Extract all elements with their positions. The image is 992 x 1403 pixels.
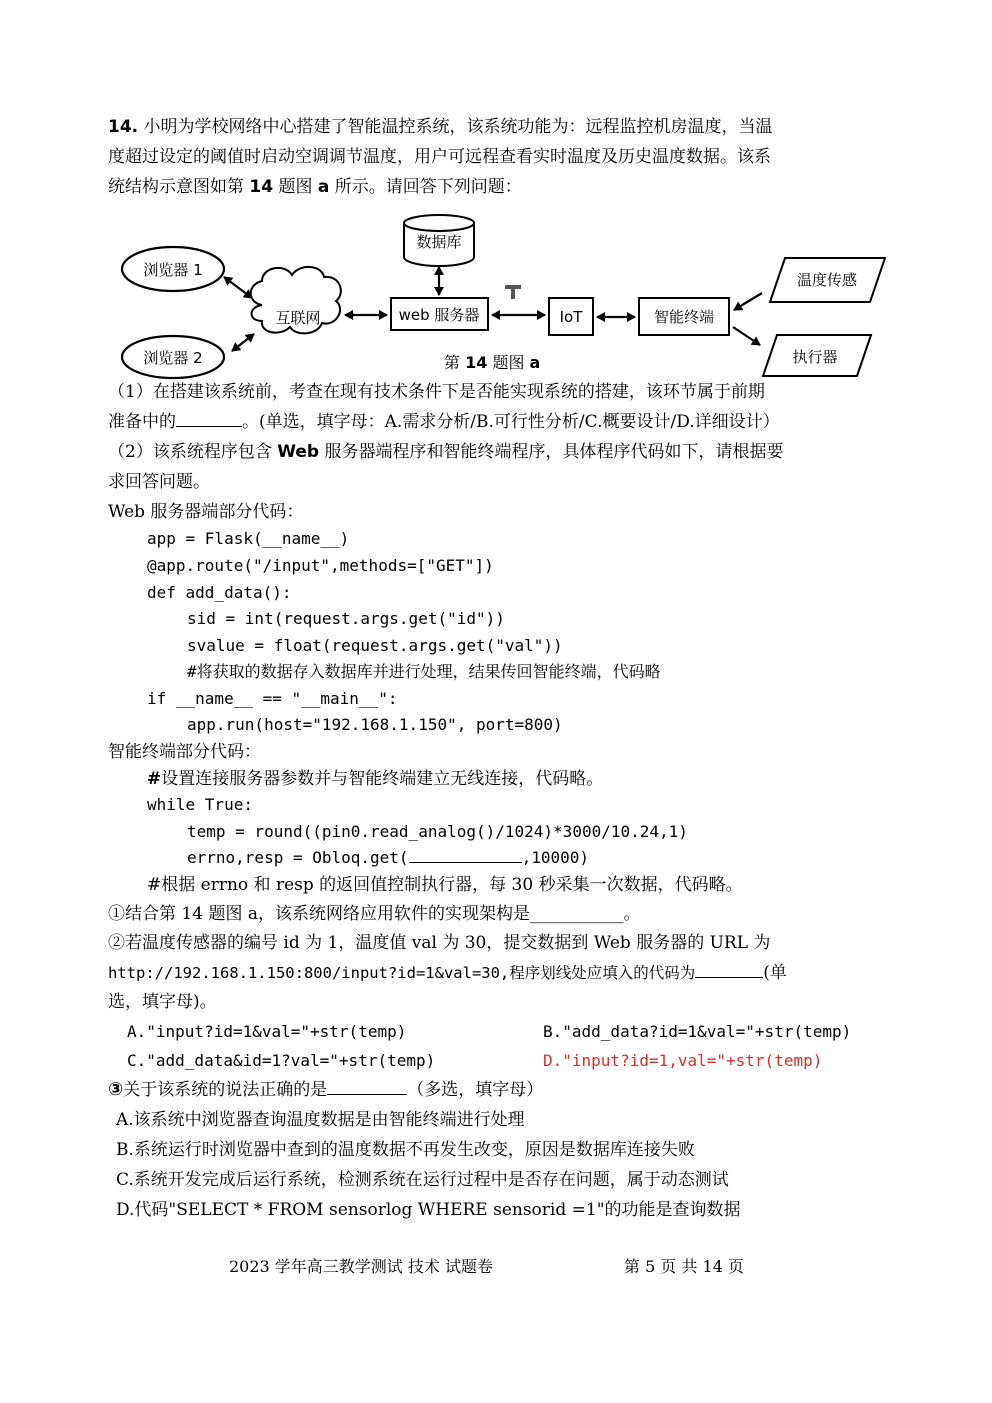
question-number: 14. [108, 117, 139, 137]
subq3-option: C.系统开发完成后运行系统，检测系统在运行过程中是否存在问题，属于动态测试 [116, 1170, 729, 1190]
subq2-option-c: C."add_data&id=1?val="+str(temp) [127, 1051, 436, 1070]
browser-2-label: 浏览器 2 [143, 349, 203, 367]
terminal-code-line: while True: [147, 795, 253, 814]
subq3-option: A.该系统中浏览器查询温度数据是由智能终端进行处理 [116, 1110, 525, 1130]
browser-1-label: 浏览器 1 [143, 261, 203, 279]
arrow-sensor-terminal [734, 293, 762, 310]
part1-answer-blank [176, 408, 242, 427]
smart-terminal-label: 智能终端 [653, 308, 715, 326]
subq3-option: D.代码"SELECT * FROM sensorlog WHERE sensorid =1"的功能是查询数据 [116, 1200, 741, 1220]
arrow-browser1-internet [224, 277, 252, 298]
part2-line-2: 求回答问题。 [108, 472, 210, 492]
web-code-line: svalue = float(request.args.get("val")) [187, 636, 563, 655]
web-code-line: if __name__ == "__main__": [147, 689, 398, 708]
sensor-label: 温度传感 [796, 271, 858, 289]
part1-line-1: （1）在搭建该系统前，考查在现有技术条件下是否能实现系统的搭建，该环节属于前期 [108, 382, 765, 402]
subq2-option-d: D."input?id=1,val="+str(temp) [543, 1051, 823, 1070]
question-line-1: 14. 小明为学校网络中心搭建了智能温控系统，该系统功能为：远程监控机房温度，当温 [108, 117, 773, 137]
iot-label: IoT [559, 308, 583, 326]
question-line-3: 统结构示意图如第 14 题图 a 所示。请回答下列问题： [108, 177, 522, 197]
web-code-heading: Web 服务器端部分代码： [108, 502, 304, 522]
subq1-text: ①结合第 14 题图 a，该系统网络应用软件的实现架构是___________。 [108, 904, 641, 924]
wireless-icon [505, 285, 521, 299]
code-answer-blank [409, 844, 522, 863]
arrow-browser2-internet [232, 334, 254, 351]
web-code-line: app.run(host="192.168.1.150", port=800) [187, 715, 563, 734]
terminal-code-line: temp = round((pin0.read_analog()/1024)*3000/10.24,1) [187, 822, 688, 841]
question-line-2: 度超过设定的阈值时启动空调调节温度，用户可远程查看实时温度及历史温度数据。该系 [108, 147, 771, 167]
actuator-label: 执行器 [792, 348, 838, 366]
subq2-line-1: ②若温度传感器的编号 id 为 1，温度值 val 为 30，提交数据到 Web 服务器的 URL 为 [108, 933, 771, 953]
system-diagram [0, 205, 992, 385]
subq2-answer-blank [695, 959, 763, 978]
footer-page: 第 5 页 共 14 页 [624, 1257, 744, 1276]
web-code-line: @app.route("/input",methods=["GET"]) [147, 556, 494, 575]
part2-line-1: （2）该系统程序包含 Web 服务器端程序和智能终端程序，具体程序代码如下，请根据要 [108, 442, 784, 462]
footer-title: 2023 学年高三教学测试 技术 试题卷 [229, 1257, 493, 1276]
internet-label: 互联网 [275, 309, 321, 327]
web-code-line: sid = int(request.args.get("id")) [187, 609, 505, 628]
subq2-option-a: A."input?id=1&val="+str(temp) [127, 1022, 407, 1041]
web-code-comment: #将获取的数据存入数据库并进行处理，结果传回智能终端，代码略 [187, 662, 661, 681]
database-node [404, 215, 474, 231]
web-code-line: app = Flask(__name__) [147, 529, 350, 548]
subq2-line-2: http://192.168.1.150:800/input?id=1&val=30,程序划线处应填入的代码为 (单 [108, 958, 787, 988]
web-server-label: web 服务器 [398, 306, 480, 324]
terminal-code-comment: #设置连接服务器参数并与智能终端建立无线连接，代码略。 [147, 769, 604, 789]
web-code-line: def add_data(): [147, 583, 292, 602]
part1-line-2: 准备中的 。(单选，填字母：A.需求分析/B.可行性分析/C.概要设计/D.详细设计） [108, 407, 780, 437]
subq2-option-b: B."add_data?id=1&val="+str(temp) [543, 1022, 852, 1041]
terminal-code-comment: #根据 errno 和 resp 的返回值控制执行器，每 30 秒采集一次数据，代码略。 [147, 875, 743, 895]
terminal-code-line: errno,resp = Obloq.get( ,10000) [187, 843, 589, 873]
subq2-line-3: 选，填字母)。 [108, 992, 217, 1012]
subq3-stem: ③关于该系统的说法正确的是 （多选，填字母） [108, 1075, 543, 1105]
terminal-code-heading: 智能终端部分代码： [108, 742, 261, 762]
database-label: 数据库 [416, 233, 462, 251]
subq3-answer-blank [327, 1076, 407, 1095]
subq3-option: B.系统运行时浏览器中查到的温度数据不再发生改变，原因是数据库连接失败 [116, 1140, 695, 1160]
figure-caption: 第 14 题图 a [444, 353, 541, 372]
arrow-terminal-actuator [733, 327, 760, 345]
